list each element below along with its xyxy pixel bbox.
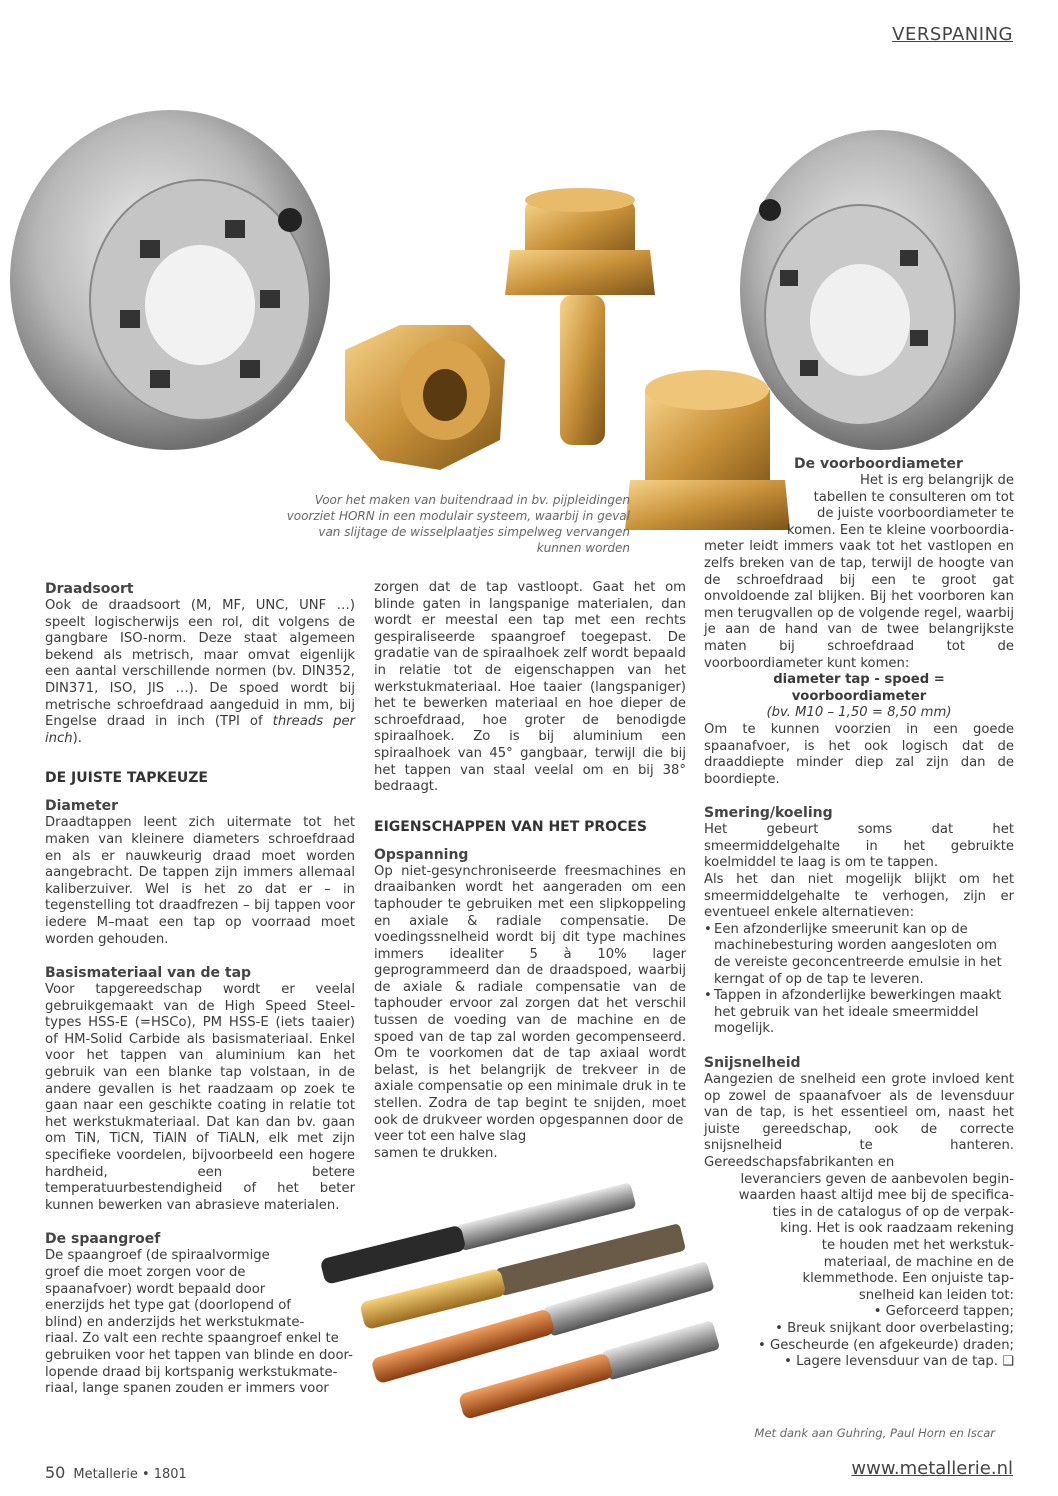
website-link[interactable]: www.metallerie.nl [851, 1458, 1013, 1479]
heading-basismateriaal: Basismateriaal van de tap [45, 965, 252, 982]
paragraph-snijsnelheid: Aangezien de snelheid een grote invloed kent op zowel de spaanafvoer als de levensduur van de tap, is het essentieel om, naast het juiste gereedschap, ook de correcte snijsnelheid te hanteren. Gereedschapsfabrikanten en [704, 1072, 1014, 1170]
paragraph-voorboordiameter: meter leidt immers vaak tot het vastlopen en zelfs breken van de tap, terwijl de hoogte van de schroefdraad bij een te groot gat onvoldoende zal blijken. Bij het voorboren kan men terugvallen op de volgende regel, waarbij je aan de hand van de twee belangrijkste maten bij schroefdraad tot de voorboordiameter kunt komen: [704, 539, 1014, 671]
page-number: 50 [45, 1463, 66, 1482]
list-item: • Geforceerd tappen; [873, 1304, 1014, 1320]
paragraph-opspanning: Op niet-gesynchroniseerde freesmachines en draaibanken wordt het aangeraden om een taphouder te gebruiken met een slipkoppeling en axiale & radiale compensatie. De voedingssnelheid wordt bij dit type machines immers idealiter 5 à 10% lager geprogrammeerd dan de draadspoed, waarbij de axiale & radiale compensatie van de taphouder ervoor zal zorgen dat het verschil tussen de voeding van de machine en de spoed van de tap zal worden gecompenseerd. Om te voorkomen dat de tap axiaal wordt belast, is het belangrijk de trekveer in de axiale compensatie op een minimale druk in te stellen. Zodra de tap begint te snijden, moet ook de drukveer worden opgespannen door de [374, 863, 686, 1128]
heading-smering: Smering/koeling [704, 805, 833, 822]
brass-hose-nipple [505, 188, 655, 445]
paragraph-opspanning-end: veer tot een halve slag samen te drukken. [374, 1129, 527, 1161]
section-label: VERSPANING [892, 24, 1013, 45]
paragraph-voorboor-lines: Het is erg belangrijk de tabellen te consulteren om tot de juiste voorboordiameter te komen. Een te kleine voorboordia- [786, 473, 1014, 538]
heading-opspanning: Opspanning [374, 846, 469, 863]
die-head-right [740, 130, 1020, 450]
formula-example: (bv. M10 – 1,50 = 8,50 mm) [766, 705, 952, 721]
paragraph-smering: Het gebeurt soms dat het smeermiddelgehalte in het gebruikte koelmiddel te laag is om te tappen. [704, 822, 1014, 871]
paragraph-draadsoort: Ook de draadsoort (M, MF, UNC, UNF …) speelt logischerwijs een rol, dit volgens de gangbare ISO-norm. Deze staat algemeen bekend als metrisch, maar omvat eigenlijk een aantal verschillende normen (bv. DIN352, DIN371, ISO, JIS …). De spoed wordt bij metrische schroefdraad aangeduid in mm, bij Engelse draad in inch (TPI of threads per inch). [45, 598, 355, 746]
list-item: • Tappen in afzonderlijke bewerkingen maakt het gebruik van het ideale smeermiddel mogelijk. [704, 988, 1014, 1038]
heading-spaangroef: De spaangroef [45, 1231, 161, 1248]
heading-tapkeuze: DE JUISTE TAPKEUZE [45, 770, 208, 787]
paragraph-spaangroef: De spaangroef (de spiraalvormige groef die moet zorgen voor de spaanafvoer) wordt bepaald door enerzijds het type gat (doorlopend of blind) en anderzijds het werkstukmate- riaal. Zo valt een rechte spaangroef enkel te gebruiken voor het tappen van blinde en door- lopende draad bij kortspanig werkstukmate- riaal, lange spanen zouden er immers voor [45, 1248, 353, 1397]
paragraph-snij-lines: leveranciers geven de aanbevolen begin- waarden haast altijd mee bij de specifica- ties in de catalogus of op de verpak- king. Het is ook raadzaam rekening te houden met het werkstuk- materiaal, de machine en de klemmethode. Een onjuiste tap- snelheid kan leiden tot: [738, 1171, 1014, 1303]
list-item: • Een afzonderlijke smeerunit kan op de machinebesturing worden aangesloten om de vereiste geconcentreerde emulsie in het kerngat of op de tap te leveren. [704, 922, 1014, 988]
column-3 [704, 455, 1014, 1371]
footer-left [45, 1463, 187, 1482]
heading-snijsnelheid: Snijsnelheid [704, 1055, 801, 1071]
heading-proces: EIGENSCHAPPEN VAN HET PROCES [374, 818, 648, 835]
formula: diameter tap - spoed = voorboordiameter [773, 672, 945, 704]
list-snijsnelheid [704, 1304, 1014, 1370]
list-item: • Gescheurde (en afgekeurde) draden; [758, 1337, 1014, 1353]
list-smering [704, 922, 1014, 1038]
paragraph-smering-2: Als het dan niet mogelijk blijkt om het smeermiddelgehalte te verhogen, zijn er eventueel enkele alternatieven: [704, 872, 1014, 921]
die-head-left [10, 110, 330, 450]
paragraph-diameter: Draadtappen leent zich uitermate tot het maken van kleinere diameters schroefdraad en als er nauwkeurig draad moet worden aangebracht. De tappen zijn immers allemaal kaliberzuiver. Wel is het zo dat er – in tegenstelling tot draadfrezen – bij tappen voor iedere M–maat een tap op voorraad moet worden gehouden. [45, 815, 355, 947]
heading-voorboordiameter: De voorboordiameter [794, 456, 963, 472]
taps-photo [310, 1158, 730, 1428]
heading-draadsoort: Draadsoort [45, 581, 134, 597]
magazine-issue: Metallerie • 1801 [73, 1467, 187, 1482]
column-2 [374, 580, 686, 1162]
list-item: • Breuk snijkant door overbelasting; [775, 1320, 1014, 1336]
photo-caption: Voor het maken van buitendraad in bv. pijpleidingen voorziet HORN in een modulair systeem, waarbij in geval van slijtage de wisselplaatjes simpelweg vervangen kunnen worden [286, 493, 630, 555]
paragraph-voorboor-after: Om te kunnen voorzien in een goede spaanafvoer, is het ook logisch dat de draaddiepte minder diep zal zijn dan de boordiepte. [704, 721, 1014, 787]
paragraph-spaangroef-cont: zorgen dat de tap vastloopt. Gaat het om blinde gaten in langspanige materialen, dan wordt er meestal een tap met een rechts gespiraliseerde spaangroef toegepast. De gradatie van de spiraalhoek zelf wordt bepaald in relatie tot de eigenschappen van het werkstukmateriaal. Hoe taaier (langspaniger) het te bewerken materiaal en hoe dieper de schroefdraad, hoe groter de benodigde spiraalhoek. Zo is bij aluminium een spiraalhoek van 45° gangbaar, terwijl die bij het tappen van staal veelal om en bij 38° bedraagt. [374, 580, 686, 795]
credits: Met dank aan Guhring, Paul Horn en Iscar [754, 1426, 995, 1440]
paragraph-basismateriaal: Voor tapgereedschap wordt er veelal gebruikgemaakt van de High Speed Steel-types HSS-E (=HSCo), PM HSS-E (iets taaier) of HM-Solid Carbide als basismateriaal. Enkel voor het tappen van aluminium kan het gebruik van een blanke tap volstaan, in de andere gevallen is het raadzaam op zoek te gaan naar een geschikte coating in relatie tot het werkstukmateriaal. Dat kan dan bv. gaan om TiN, TiCN, TiAlN of TiALN, elk met zijn specifieke voordelen, bijvoorbeeld een hogere hardheid, een betere temperatuurbestendigheid of het beter kunnen bewerken van abrasieve materialen. [45, 982, 355, 1213]
brass-fitting [345, 325, 505, 470]
column-1 [45, 580, 355, 1398]
heading-diameter: Diameter [45, 798, 119, 815]
list-item: • Lagere levensduur van de tap. ❑ [784, 1354, 1014, 1370]
